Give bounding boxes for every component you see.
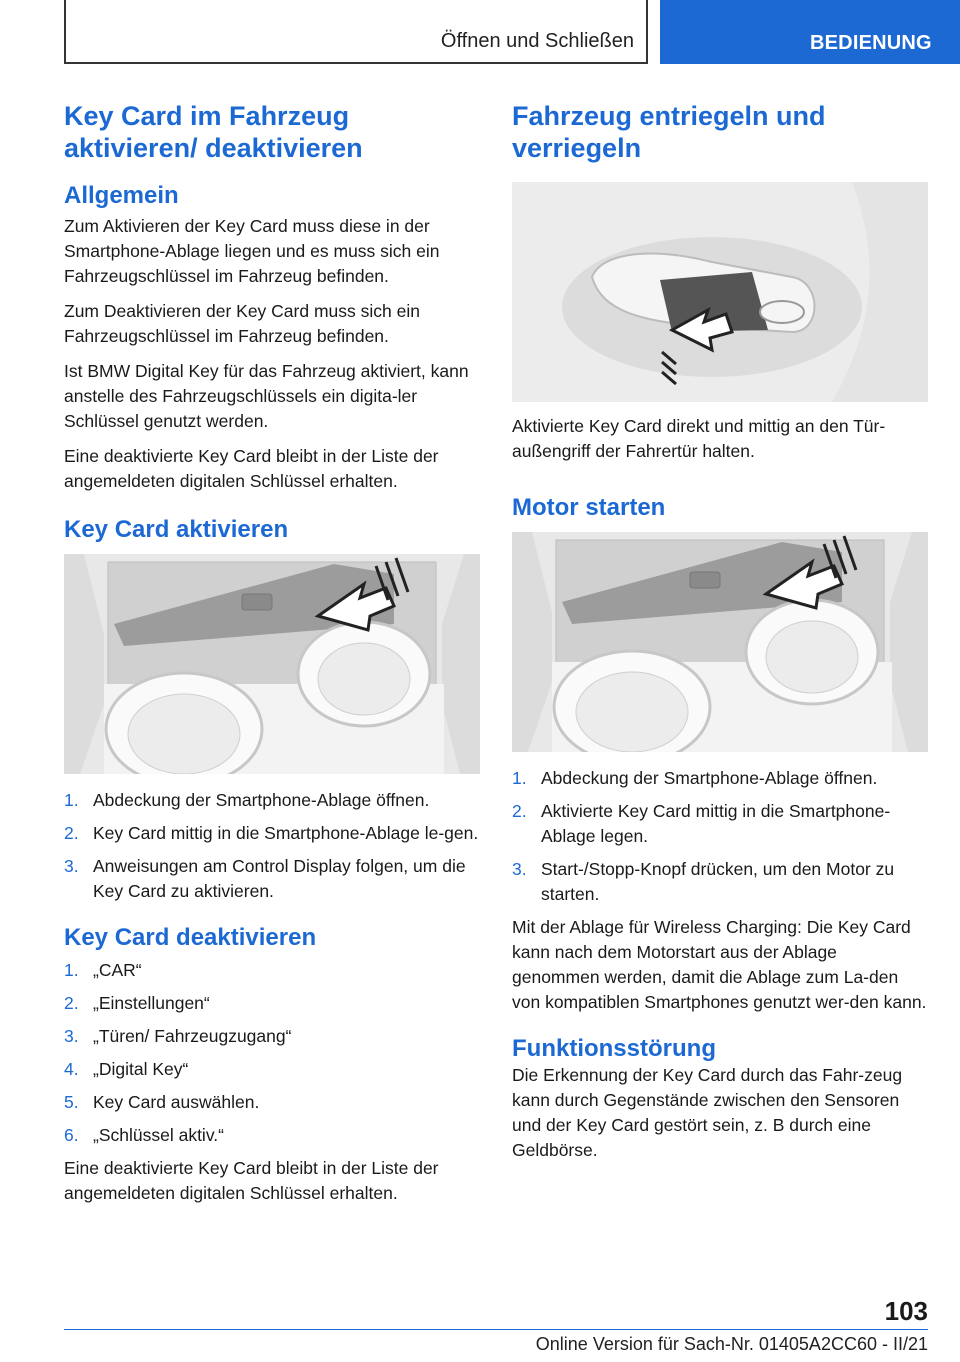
step-number: 5. — [64, 1092, 79, 1112]
heading-unlock: Fahrzeug entriegeln und verriegeln — [512, 101, 826, 163]
step-number: 1. — [512, 768, 527, 788]
activate-steps — [64, 788, 480, 904]
list-item — [64, 1057, 480, 1082]
paragraph: Die Erkennung der Key Card durch das Fahr-zeug kann durch Gegenstände zwischen den Sensoren und der Key Card gestört sein, z. B durch eine Geldbörse. — [512, 1065, 903, 1160]
heading-activate: Key Card aktivieren — [64, 516, 289, 543]
step-text: „Einstellungen“ — [93, 993, 210, 1013]
header-section-box — [64, 0, 648, 64]
list-item — [64, 958, 480, 983]
paragraph: Eine deaktivierte Key Card bleibt in der Liste der angemeldeten digitalen Schlüssel erhalten. — [64, 1158, 439, 1203]
heading-deactivate: Key Card deaktivieren — [64, 924, 317, 951]
right-column — [512, 100, 928, 1173]
step-number: 3. — [64, 856, 79, 876]
step-text: Abdeckung der Smartphone-Ablage öffnen. — [541, 768, 878, 788]
footer-divider — [64, 1329, 928, 1330]
list-item — [64, 1123, 480, 1148]
console-tray-illustration — [512, 532, 928, 752]
paragraph: Mit der Ablage für Wireless Charging: Die Key Card kann nach dem Motorstart aus der Ablage genommen werden, damit die Ablage zum La-den von kompatiblen Smartphones genutzt wer-den kann. — [512, 917, 927, 1012]
step-text: Aktivierte Key Card mittig in die Smartphone-Ablage legen. — [541, 801, 891, 846]
list-item — [64, 854, 480, 904]
step-text: Anweisungen am Control Display folgen, um die Key Card zu aktivieren. — [93, 856, 466, 901]
start-steps — [512, 766, 928, 907]
step-number: 1. — [64, 960, 79, 980]
step-text: „Türen/ Fahrzeugzugang“ — [93, 1026, 292, 1046]
header-section-title: Öffnen und Schließen — [440, 30, 634, 52]
page-title: Key Card im Fahrzeug aktivieren/ deaktivieren — [64, 101, 363, 163]
page-number: 103 — [884, 1296, 928, 1326]
list-item — [512, 857, 928, 907]
heading-general: Allgemein — [64, 182, 179, 209]
step-text: „CAR“ — [93, 960, 142, 980]
list-item — [64, 788, 480, 813]
step-number: 4. — [64, 1059, 79, 1079]
step-number: 2. — [512, 801, 527, 821]
step-number: 2. — [64, 823, 79, 843]
list-item — [64, 1024, 480, 1049]
list-item — [512, 766, 928, 791]
header-chapter-tab — [660, 0, 960, 64]
step-text: Abdeckung der Smartphone-Ablage öffnen. — [93, 790, 430, 810]
paragraph: Zum Deaktivieren der Key Card muss sich ein Fahrzeugschlüssel im Fahrzeug befinden. — [64, 301, 420, 346]
console-tray-illustration — [64, 554, 480, 774]
step-text: „Schlüssel aktiv.“ — [93, 1125, 224, 1145]
step-text: „Digital Key“ — [93, 1059, 189, 1079]
step-number: 6. — [64, 1125, 79, 1145]
heading-fault: Funktionsstörung — [512, 1035, 716, 1062]
door-handle-illustration — [512, 182, 928, 402]
image-caption: Aktivierte Key Card direkt und mittig an den Tür-außengriff der Fahrertür halten. — [512, 416, 886, 461]
step-number: 3. — [512, 859, 527, 879]
step-text: Key Card auswählen. — [93, 1092, 260, 1112]
deactivate-steps — [64, 958, 480, 1148]
left-column — [64, 100, 480, 1216]
step-number: 2. — [64, 993, 79, 1013]
list-item — [64, 991, 480, 1016]
step-number: 3. — [64, 1026, 79, 1046]
step-number: 1. — [64, 790, 79, 810]
paragraph: Eine deaktivierte Key Card bleibt in der Liste der angemeldeten digitalen Schlüssel erhalten. — [64, 446, 439, 491]
paragraph: Zum Aktivieren der Key Card muss diese in der Smartphone-Ablage liegen und es muss sich ein Fahrzeugschlüssel im Fahrzeug befinden. — [64, 216, 440, 286]
list-item — [64, 1090, 480, 1115]
list-item — [512, 799, 928, 849]
step-text: Key Card mittig in die Smartphone-Ablage le-gen. — [93, 823, 479, 843]
header-chapter-title: BEDIENUNG — [810, 32, 932, 54]
heading-start: Motor starten — [512, 494, 666, 521]
step-text: Start-/Stopp-Knopf drücken, um den Motor zu starten. — [541, 859, 895, 904]
footer-text: Online Version für Sach-Nr. 01405A2CC60 - II/21 — [535, 1334, 928, 1354]
list-item — [64, 821, 480, 846]
paragraph: Ist BMW Digital Key für das Fahrzeug aktiviert, kann anstelle des Fahrzeugschlüssels ein digita-ler Schlüssel genutzt werden. — [64, 361, 469, 431]
